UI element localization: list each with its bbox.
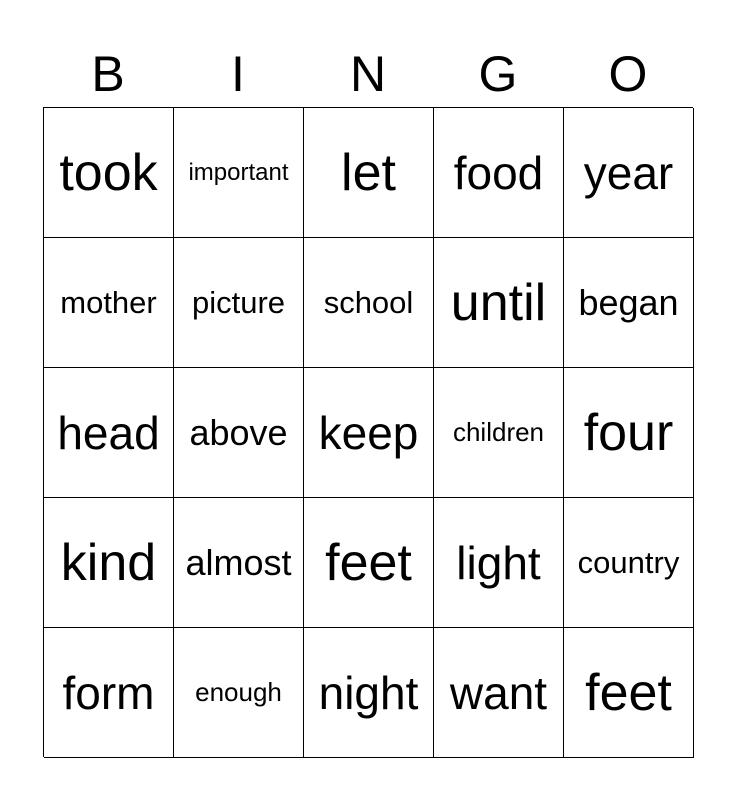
bingo-cell[interactable]: children xyxy=(434,368,564,498)
bingo-cell[interactable]: feet xyxy=(304,498,434,628)
bingo-cell[interactable]: enough xyxy=(174,628,304,758)
bingo-cell[interactable]: light xyxy=(434,498,564,628)
bingo-cell[interactable]: almost xyxy=(174,498,304,628)
bingo-cell[interactable]: kind xyxy=(44,498,174,628)
bingo-cell[interactable]: country xyxy=(564,498,694,628)
bingo-cell[interactable]: let xyxy=(304,108,434,238)
header-letter-o: O xyxy=(608,46,648,102)
bingo-cell[interactable]: feet xyxy=(564,628,694,758)
bingo-cell[interactable]: mother xyxy=(44,238,174,368)
bingo-cell[interactable]: until xyxy=(434,238,564,368)
header-letter-i: I xyxy=(231,46,245,102)
bingo-card-grid xyxy=(43,107,693,757)
bingo-cell[interactable]: form xyxy=(44,628,174,758)
bingo-cell[interactable]: want xyxy=(434,628,564,758)
bingo-cell[interactable]: night xyxy=(304,628,434,758)
bingo-cell[interactable]: school xyxy=(304,238,434,368)
bingo-cell[interactable]: head xyxy=(44,368,174,498)
bingo-cell[interactable]: took xyxy=(44,108,174,238)
bingo-cell[interactable]: began xyxy=(564,238,694,368)
bingo-cell[interactable]: important xyxy=(174,108,304,238)
bingo-cell[interactable]: food xyxy=(434,108,564,238)
bingo-cell[interactable]: keep xyxy=(304,368,434,498)
bingo-header xyxy=(43,42,693,106)
header-letter-n: N xyxy=(349,46,387,102)
header-letter-g: G xyxy=(478,46,518,102)
bingo-cell[interactable]: picture xyxy=(174,238,304,368)
bingo-cell[interactable]: above xyxy=(174,368,304,498)
bingo-cell[interactable]: year xyxy=(564,108,694,238)
bingo-cell[interactable]: four xyxy=(564,368,694,498)
header-letter-b: B xyxy=(91,46,125,102)
